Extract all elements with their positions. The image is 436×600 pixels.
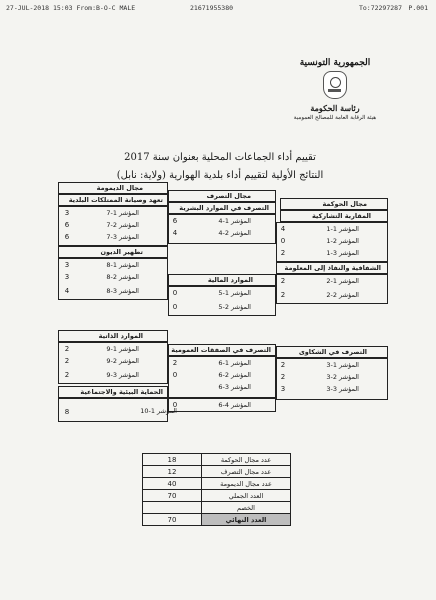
indicator-label: المؤشر 3-6 [218,383,251,391]
indicator-label: المؤشر 2-7 [106,221,139,229]
summary-row [143,466,291,478]
summary-row [143,502,291,514]
score: 2 [280,291,286,299]
section-box [58,258,168,300]
section-header [58,386,168,398]
domain-header-management [168,190,276,202]
indicator-label: المؤشر 1-1 [326,225,359,233]
score: 2 [64,371,70,379]
indicator-label: المؤشر 1-6 [218,359,251,367]
section-header [168,274,276,286]
section-header [58,194,168,206]
section-title: تعهد وصيانة الممتلكات البلدية [68,196,163,204]
section-box [168,286,276,316]
section-header [276,262,388,274]
indicator-label: المؤشر 1-5 [218,289,251,297]
section-header [168,202,276,214]
indicator-label: المؤشر 1-2 [326,277,359,285]
score: 6 [172,217,178,225]
summary-row [143,490,291,502]
indicator-label: المؤشر 1-9 [106,345,139,353]
indicator-label: المؤشر 3-9 [106,371,139,379]
indicator-label: المؤشر 1-4 [218,217,251,225]
summary-value: 18 [143,454,202,466]
indicator-label: المؤشر 1-8 [106,261,139,269]
score: 3 [64,209,70,217]
document-title: تقييم أداء الجماعات المحلية بعنوان سنة 2017 [124,152,316,163]
score: 0 [280,237,286,245]
section-box [58,206,168,246]
fax-header-recipient: To:72297287 [358,4,402,12]
summary-label: عدد مجال الديمومة [202,478,291,490]
summary-value: 70 [143,514,202,526]
score: 0 [172,371,178,379]
agency-name: هيئة الرقابة العامة للمصالح العمومية [293,115,377,121]
section-box [168,214,276,244]
letterhead [280,58,390,121]
score: 2 [280,249,286,257]
score: 2 [280,277,286,285]
indicator-label: المؤشر 1-7 [106,209,139,217]
score: 4 [64,287,70,295]
indicator-label: المؤشر 4-6 [218,401,251,409]
indicator-label: المؤشر 1-10 [140,407,177,415]
score: 2 [280,361,286,369]
summary-label: الخصم [202,502,291,514]
domain-title: مجال الحوكمة [322,200,367,208]
score: 4 [280,225,286,233]
summary-label: العدد النهائي [202,514,291,526]
indicator-label: المؤشر 3-7 [106,233,139,241]
indicator-label: المؤشر 2-2 [326,291,359,299]
section-title: الشفافية والنفاذ إلى المعلومة [284,264,381,272]
section-box [168,398,276,412]
section-header [58,246,168,258]
summary-row-final [143,514,291,526]
section-box [58,342,168,384]
indicator-label: المؤشر 2-5 [218,303,251,311]
summary-row [143,454,291,466]
indicator-label: المؤشر 1-3 [326,361,359,369]
presidency-name: رئاسة الحكومة [310,103,360,113]
results-grid [50,178,390,428]
section-header [280,210,388,222]
indicator-label: المؤشر 2-4 [218,229,251,237]
score: 6 [64,233,70,241]
section-header [58,330,168,342]
score: 2 [64,357,70,365]
indicator-label: المؤشر 3-3 [326,385,359,393]
indicator-label: المؤشر 2-8 [106,273,139,281]
section-box [168,356,276,398]
indicator-label: المؤشر 2-1 [326,237,359,245]
score: 3 [64,261,70,269]
republic-name: الجمهورية التونسية [299,58,371,68]
indicator-label: المؤشر 3-1 [326,249,359,257]
summary-label: العدد الجملي [202,490,291,502]
indicator-label: المؤشر 2-9 [106,357,139,365]
fax-header-sender: 27-JUL-2018 15:03 From:B-O-C MALE [6,4,136,12]
section-title: التصرف في الشكاوى [298,348,367,356]
score: 2 [280,373,286,381]
summary-value [143,502,202,514]
score: 3 [64,273,70,281]
section-title: المقاربة التشاركية [311,212,371,220]
fax-header-page: P.001 [408,4,428,12]
section-box [276,274,388,304]
indicator-label: المؤشر 2-3 [326,373,359,381]
score: 4 [172,229,178,237]
score: 0 [172,289,178,297]
section-box [276,358,388,400]
section-title: الحماية البيئية والاجتماعية [80,388,163,396]
fax-header-number: 21671955380 [190,4,234,12]
document-subtitle: النتائج الأولية لتقييم أداء بلدية الهوارية (ولاية: نابل) [116,170,324,181]
summary-value: 12 [143,466,202,478]
summary-label: عدد مجال التصرف [202,466,291,478]
summary-row [143,478,291,490]
score: 0 [172,303,178,311]
indicator-label: المؤشر 3-8 [106,287,139,295]
section-header [168,344,276,356]
section-title: التصرف في الموارد البشرية [179,204,269,212]
score: 2 [64,345,70,353]
summary-table [142,453,291,526]
domain-title: مجال التصرف [206,192,251,200]
domain-header-governance [280,198,388,210]
section-title: التصرف في الصفقات العمومية [171,346,271,354]
section-box [58,398,177,422]
section-box [276,222,388,262]
domain-header-sustainability [58,182,168,194]
indicator-label: المؤشر 2-6 [218,371,251,379]
summary-value: 40 [143,478,202,490]
summary-value: 70 [143,490,202,502]
score: 3 [280,385,286,393]
domain-title: مجال الديمومة [96,184,143,192]
section-header [276,346,388,358]
section-title: تطهير الديون [100,248,143,256]
summary-label: عدد مجال الحوكمة [202,454,291,466]
coat-of-arms-emblem [323,71,347,99]
score: 2 [172,359,178,367]
score: 0 [172,401,178,409]
score: 8 [64,408,70,416]
section-title: الموارد المالية [207,276,253,284]
score: 6 [64,221,70,229]
section-title: الموارد الذاتية [98,332,143,340]
